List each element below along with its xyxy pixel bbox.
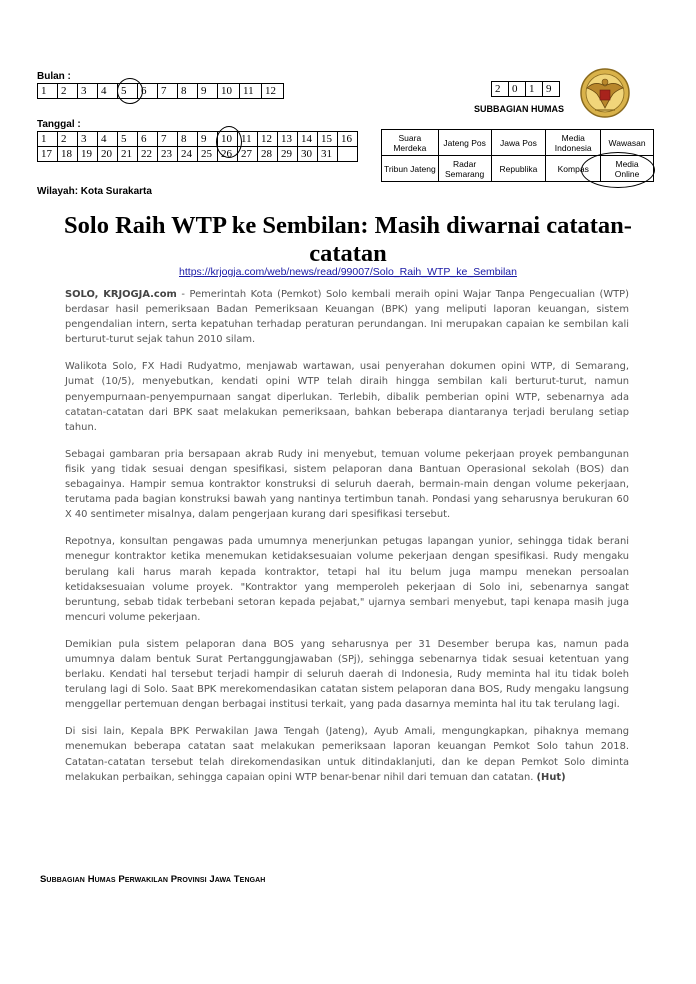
grid-cell: 12 (262, 84, 284, 99)
grid-cell: 11 (240, 84, 262, 99)
grid-cell: 4 (98, 132, 118, 147)
grid-cell: 12 (258, 132, 278, 147)
grid-cell: 15 (318, 132, 338, 147)
grid-cell: 5 (118, 84, 138, 99)
grid-cell: 14 (298, 132, 318, 147)
grid-cell: 9 (198, 84, 218, 99)
media-cell: Wawasan (601, 130, 654, 156)
grid-cell: 26 (218, 147, 238, 162)
grid-cell: 22 (138, 147, 158, 162)
grid-cell: 2 (58, 132, 78, 147)
media-cell: Radar Semarang (438, 156, 491, 182)
grid-cell: 1 (526, 82, 543, 97)
grid-cell: 0 (509, 82, 526, 97)
grid-cell: 25 (198, 147, 218, 162)
tanggal-label: Tanggal : (37, 119, 81, 130)
grid-cell: 1 (38, 132, 58, 147)
grid-cell: 24 (178, 147, 198, 162)
grid-cell: 6 (138, 84, 158, 99)
grid-cell: 21 (118, 147, 138, 162)
selected-month-circle (117, 78, 143, 104)
selected-media-circle (581, 152, 655, 188)
media-cell: Media Indonesia (546, 130, 601, 156)
media-cell: Kompas (546, 156, 601, 182)
grid-cell: 29 (278, 147, 298, 162)
grid-cell: 13 (278, 132, 298, 147)
article-paragraph: Di sisi lain, Kepala BPK Perwakilan Jawa Tengah (Jateng), Ayub Amali, mengungkapkan, pihaknya memang menemukan beberapa catatan saat melakukan pemeriksaan laporan keuangan Pemkot Solo tahun 2018. Catatan-catatan tersebut telah direkomendasikan untuk ditindaklanjuti, dan ke depan Pemkot Solo diminta melakukan perbaikan, sehingga capaian opini WTP benar-benar nihil dari temuan dan catatan. (Hut) (65, 726, 629, 783)
grid-cell: 5 (118, 132, 138, 147)
grid-cell: 6 (138, 132, 158, 147)
article-paragraph: SOLO, KRJOGJA.com - Pemerintah Kota (Pemkot) Solo kembali meraih opini Wajar Tanpa Pengecualian (WTP) berdasar hasil pemeriksaan Badan Pemeriksaan Keuangan (BPK) yang meliputi laporan keuangan, sistem pengendalian intern, serta kepatuhan terhadap peraturan perundangan. Ini merupakan capaian ke sembilan kali berturut-turut sejak tahun 2010 silam. (65, 289, 629, 346)
grid-cell: 9 (198, 132, 218, 147)
article-dateline: SOLO, KRJOGJA.com (65, 289, 177, 300)
grid-cell: 23 (158, 147, 178, 162)
grid-cell: 27 (238, 147, 258, 162)
grid-cell: 3 (78, 84, 98, 99)
year-grid (491, 81, 560, 97)
grid-cell: 7 (158, 84, 178, 99)
grid-cell (338, 147, 358, 162)
grid-cell: 11 (238, 132, 258, 147)
garuda-emblem-icon (577, 66, 633, 120)
article-title: Solo Raih WTP ke Sembilan: Masih diwarnai catatan-catatan (64, 212, 632, 267)
grid-cell: 2 (58, 84, 78, 99)
article-paragraph: Walikota Solo, FX Hadi Rudyatmo, menjawab wartawan, usai penyerahan dokumen opini WTP, di Semarang, Jumat (10/5), menyebutkan, kendati opini WTP telah diraih hingga sembilan kali berturut-turut, namun penyempurnaan-penyempurnaan sangat diperlukan. Terlebih, dibalik pemberian opini WTP, sebenarnya ada catatan-catatan dari BPK saat melakukan pemeriksaan, bahkan beberapa diantaranya terjadi berulang setiap tahun. (65, 361, 629, 433)
grid-cell: 9 (543, 82, 560, 97)
org-label: SUBBAGIAN HUMAS (474, 104, 564, 114)
media-cell: Republika (491, 156, 546, 182)
grid-cell: 10 (218, 84, 240, 99)
article-signature: (Hut) (536, 771, 566, 783)
article-paragraph: Demikian pula sistem pelaporan dana BOS yang seharusnya per 31 Desember berupa kas, namun pada umumnya dalam bentuk Surat Pertanggungjawaban (SPj), sehingga sebenarnya tidak sesuai ketentuan yang berlaku. Kendati hal tersebut terjadi hampir di seluruh daerah di Indonesia, Rudy meminta hal itu tidak boleh terulang lagi di Solo. Saat BPK merekomendasikan catatan sistem pelaporan dana BOS, Rudy mengaku langsung menggellar pertemuan dengan berbagai institusi terkait, yang pada dasarnya meminta hal itu tak terulang lagi. (65, 638, 629, 711)
grid-cell: 30 (298, 147, 318, 162)
article-paragraph: Repotnya, konsultan pengawas pada umumnya menerjunkan petugas lapangan yunior, sehingga tidak berani menegur kontraktor ketika menemukan ketidaksesuaian volume pekerjaan dengan spesifikasi. Rudy mengaku berulang kali harus marah kepada kontraktor, tetapi hal itu belum juga mampu menekan persoalan ketidaksesuaian volume proyek. "Kontraktor yang memperoleh pekerjaan di Solo ini, sebenarnya sangat beruntung, sebab tidak terbebani setoran kepada pejabat," ujarnya sembari menyebut, tapi kenapa masih juga mencuri volume pekerjaan. (65, 536, 629, 623)
grid-cell: 20 (98, 147, 118, 162)
media-cell: Tribun Jateng (382, 156, 439, 182)
media-cell: Media Online (601, 156, 654, 182)
article-paragraph: Sebagai gambaran pria bersapaan akrab Rudy ini menyebut, temuan volume pekerjaan proyek pembangunan fisik yang tidak sesuai dengan spesifikasi, sistem pelaporan dana Bantuan Operasional sekolah (BOS) dan sebagainya. Hampir semua kontraktor konstruksi di seluruh daerah, bermain-main dengan volume pekerjaan, terutama pada bagian konstruksi bawah yang nantinya tertimbun tanah. Pondasi yang seharusnya berukuran 60 X 40 sentimeter misalnya, dalam pengerjaan kurang dari spesifikasi tersebut. (65, 448, 629, 521)
media-cell: Jateng Pos (438, 130, 491, 156)
selected-day-circle (216, 126, 242, 158)
grid-cell: 31 (318, 147, 338, 162)
day-grid (37, 131, 358, 162)
grid-cell: 17 (38, 147, 58, 162)
media-cell: Suara Merdeka (382, 130, 439, 156)
media-cell: Jawa Pos (491, 130, 546, 156)
wilayah-label: Wilayah: Kota Surakarta (37, 186, 152, 197)
grid-cell: 2 (492, 82, 509, 97)
grid-cell: 7 (158, 132, 178, 147)
bulan-label: Bulan : (37, 71, 71, 82)
grid-cell: 8 (178, 84, 198, 99)
month-grid (37, 83, 284, 99)
grid-cell: 16 (338, 132, 358, 147)
grid-cell: 8 (178, 132, 198, 147)
article-url-link[interactable]: https://krjogja.com/web/news/read/99007/Solo_Raih_WTP_ke_Sembilan (179, 266, 517, 278)
grid-cell: 28 (258, 147, 278, 162)
grid-cell: 10 (218, 132, 238, 147)
footer-org: Subbagian Humas Perwakilan Provinsi Jawa Tengah (40, 874, 266, 885)
article-body (65, 287, 629, 797)
grid-cell: 1 (38, 84, 58, 99)
grid-cell: 4 (98, 84, 118, 99)
grid-cell: 3 (78, 132, 98, 147)
grid-cell: 19 (78, 147, 98, 162)
grid-cell: 18 (58, 147, 78, 162)
